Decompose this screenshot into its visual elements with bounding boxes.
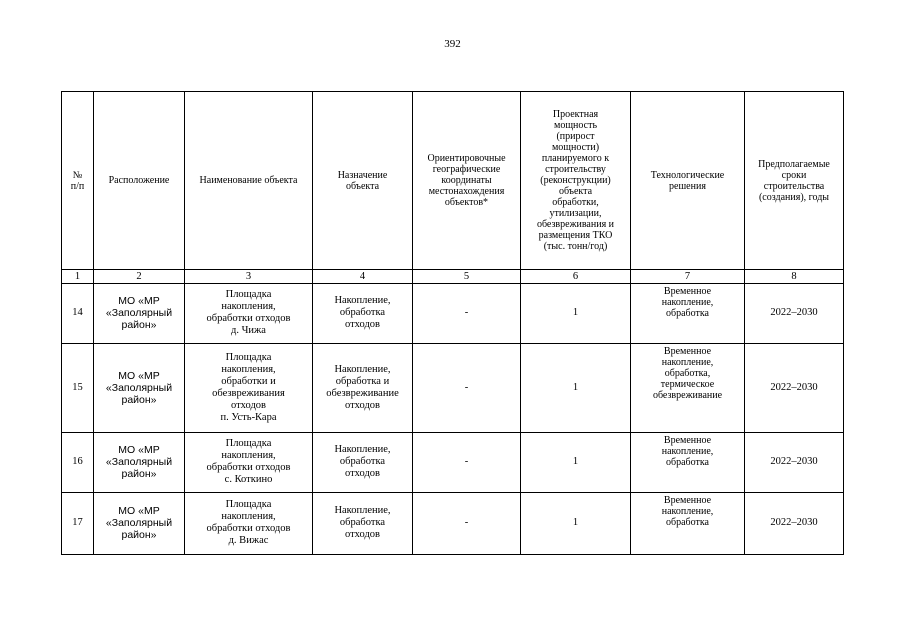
row-number-cell: 16 bbox=[62, 433, 94, 492]
row-number-cell: 17 bbox=[62, 492, 94, 554]
location-cell: МО «МР «Заполярный район» bbox=[94, 433, 185, 492]
capacity-cell: 1 bbox=[521, 433, 631, 492]
purpose-cell: Накопление, обработка и обезвреживание отходов bbox=[313, 343, 413, 433]
header-cell-capacity: Проектная мощность (прирост мощности) планируемого к строительству (реконструкции) объекта обработки, утилизации, обезвреживания и размещения ТКО (тыс. тонн/год) bbox=[521, 92, 631, 270]
technology-cell: Временное накопление, обработка, термическое обезвреживание bbox=[631, 343, 745, 433]
technology-cell: Временное накопление, обработка bbox=[631, 284, 745, 343]
table-row bbox=[62, 433, 844, 492]
header-cell-location: Расположение bbox=[94, 92, 185, 270]
coordinates-cell: - bbox=[413, 343, 521, 433]
column-number-cell: 6 bbox=[521, 270, 631, 284]
object-name-cell: Площадка накопления, обработки отходов с. Коткино bbox=[185, 433, 313, 492]
location-cell: МО «МР «Заполярный район» bbox=[94, 284, 185, 343]
column-number-cell: 4 bbox=[313, 270, 413, 284]
purpose-cell: Накопление, обработка отходов bbox=[313, 284, 413, 343]
location-cell: МО «МР «Заполярный район» bbox=[94, 343, 185, 433]
header-cell-number: № п/п bbox=[62, 92, 94, 270]
column-number-cell: 8 bbox=[745, 270, 844, 284]
purpose-cell: Накопление, обработка отходов bbox=[313, 433, 413, 492]
header-cell-technology: Технологические решения bbox=[631, 92, 745, 270]
table-row bbox=[62, 343, 844, 433]
page-number: 392 bbox=[444, 38, 461, 50]
row-number-cell: 15 bbox=[62, 343, 94, 433]
column-number-cell: 3 bbox=[185, 270, 313, 284]
purpose-cell: Накопление, обработка отходов bbox=[313, 492, 413, 554]
dates-cell: 2022–2030 bbox=[745, 433, 844, 492]
row-number-cell: 14 bbox=[62, 284, 94, 343]
object-name-cell: Площадка накопления, обработки отходов д. Чижа bbox=[185, 284, 313, 343]
capacity-cell: 1 bbox=[521, 284, 631, 343]
table-row bbox=[62, 284, 844, 343]
objects-table bbox=[61, 91, 844, 555]
location-cell: МО «МР «Заполярный район» bbox=[94, 492, 185, 554]
column-number-cell: 5 bbox=[413, 270, 521, 284]
column-number-cell: 2 bbox=[94, 270, 185, 284]
header-cell-purpose: Назначение объекта bbox=[313, 92, 413, 270]
table-row bbox=[62, 492, 844, 554]
header-cell-name: Наименование объекта bbox=[185, 92, 313, 270]
capacity-cell: 1 bbox=[521, 492, 631, 554]
object-name-cell: Площадка накопления, обработки и обезвреживания отходов п. Усть-Кара bbox=[185, 343, 313, 433]
coordinates-cell: - bbox=[413, 433, 521, 492]
header-cell-dates: Предполагаемые сроки строительства (создания), годы bbox=[745, 92, 844, 270]
technology-cell: Временное накопление, обработка bbox=[631, 433, 745, 492]
coordinates-cell: - bbox=[413, 284, 521, 343]
dates-cell: 2022–2030 bbox=[745, 343, 844, 433]
column-number-cell: 1 bbox=[62, 270, 94, 284]
coordinates-cell: - bbox=[413, 492, 521, 554]
object-name-cell: Площадка накопления, обработки отходов д. Вижас bbox=[185, 492, 313, 554]
capacity-cell: 1 bbox=[521, 343, 631, 433]
column-number-row bbox=[62, 270, 844, 284]
header-row bbox=[62, 92, 844, 270]
dates-cell: 2022–2030 bbox=[745, 492, 844, 554]
header-cell-coordinates: Ориентировочные географические координаты местонахождения объектов* bbox=[413, 92, 521, 270]
column-number-cell: 7 bbox=[631, 270, 745, 284]
dates-cell: 2022–2030 bbox=[745, 284, 844, 343]
technology-cell: Временное накопление, обработка bbox=[631, 492, 745, 554]
